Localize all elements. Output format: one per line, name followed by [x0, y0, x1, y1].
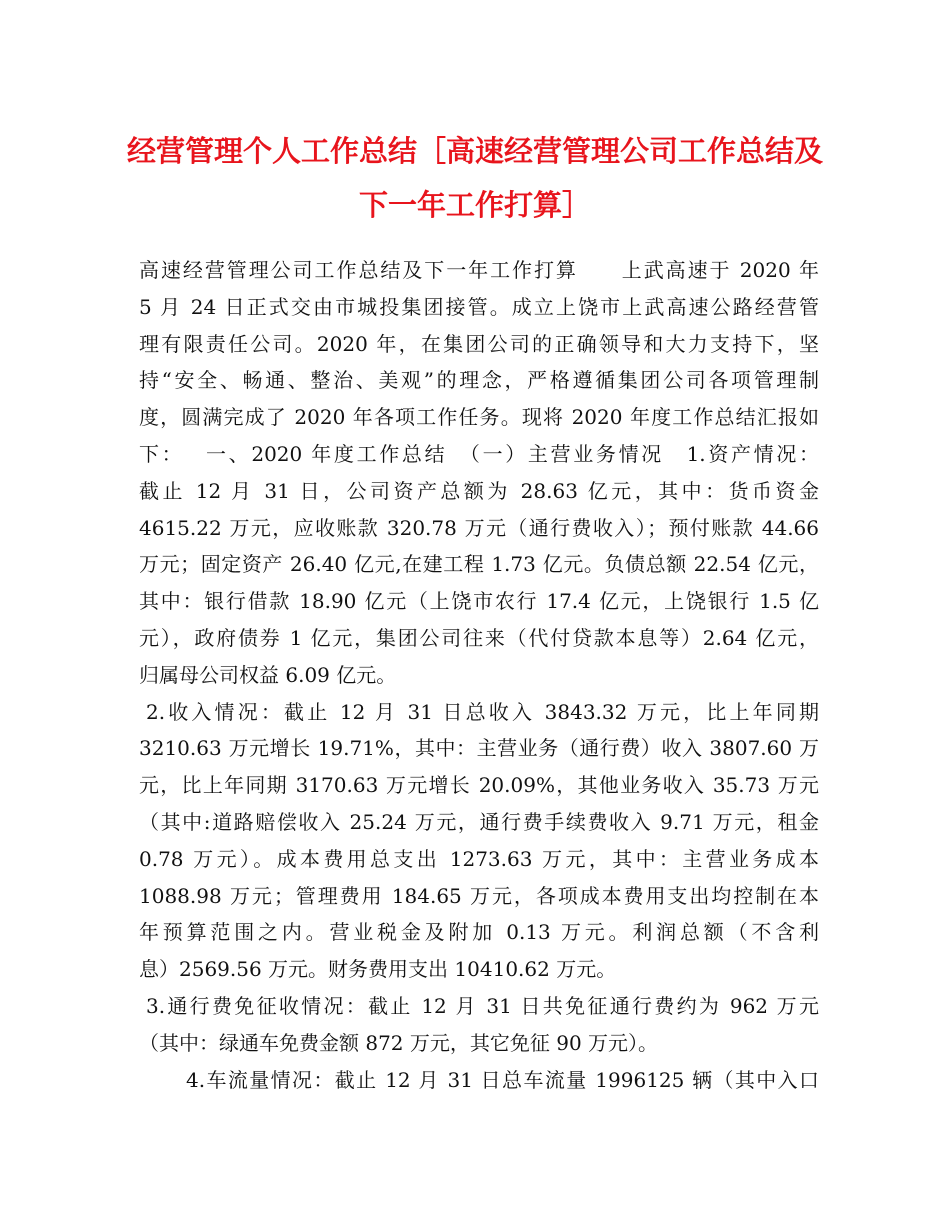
body-line: 其中：银行借款 18.90 亿元（上饶市农行 17.4 亿元，上饶银行 1.5 亿: [139, 589, 819, 614]
body-line: 3210.63 万元增长 19.71%，其中：主营业务（通行费）收入 3807.60 万: [139, 736, 819, 761]
body-line: 度，圆满完成了 2020 年各项工作任务。现将 2020 年度工作总结汇报如: [139, 405, 819, 430]
document-title: [120, 124, 830, 232]
body-line: 4.车流量情况：截止 12 月 31 日总车流量 1996125 辆（其中入口: [186, 1067, 819, 1092]
body-line: 高速经营管理公司工作总结及下一年工作打算 上武高速于 2020 年: [139, 258, 819, 282]
body-line: （其中：绿通车免费金额 872 万元，其它免征 90 万元）。: [139, 1030, 659, 1055]
body-line: 元），政府债券 1 亿元，集团公司往来（代付贷款本息等）2.64 亿元，: [139, 625, 819, 650]
body-line: 0.78 万元）。成本费用总支出 1273.63 万元，其中：主营业务成本: [139, 846, 819, 871]
body-line: 1088.98 万元；管理费用 184.65 万元，各项成本费用支出均控制在本: [139, 883, 819, 908]
body-line: 下： 一、2020 年度工作总结 （一）主营业务情况 1.资产情况：: [139, 441, 819, 466]
title-line-2: 下一年工作打算］: [358, 188, 591, 222]
body-line: 4615.22 万元，应收账款 320.78 万元（通行费收入）；预付账款 44.66: [139, 515, 819, 540]
body-line: 持“安全、畅通、整治、美观”的理念，严格遵循集团公司各项管理制: [139, 368, 819, 393]
body-line: 5 月 24 日正式交由市城投集团接管。成立上饶市上武高速公路经营管: [139, 294, 819, 319]
title-line-1: 经营管理个人工作总结［高速经营管理公司工作总结及: [126, 134, 823, 168]
body-line: 截止 12 月 31 日，公司资产总额为 28.63 亿元，其中：货币资金: [139, 478, 819, 503]
body-line: 3.通行费免征收情况：截止 12 月 31 日共免征通行费约为 962 万元: [146, 993, 819, 1018]
body-line: 理有限责任公司。2020 年，在集团公司的正确领导和大力支持下，坚: [139, 331, 819, 356]
body-line: 元，比上年同期 3170.63 万元增长 20.09%，其他业务收入 35.73 万元: [139, 773, 819, 798]
body-line: （其中:道路赔偿收入 25.24 万元，通行费手续费收入 9.71 万元，租金: [139, 809, 819, 834]
body-line: 2.收入情况：截止 12 月 31 日总收入 3843.32 万元，比上年同期: [146, 699, 819, 724]
document-body: [139, 252, 819, 1098]
body-line: 息）2569.56 万元。财务费用支出 10410.62 万元。: [139, 957, 617, 982]
body-line: 万元；固定资产 26.40 亿元,在建工程 1.73 亿元。负债总额 22.54 亿元，: [139, 552, 819, 577]
body-line: 归属母公司权益 6.09 亿元。: [139, 662, 397, 687]
body-line: 年预算范围之内。营业税金及附加 0.13 万元。利润总额（不含利: [139, 920, 819, 945]
